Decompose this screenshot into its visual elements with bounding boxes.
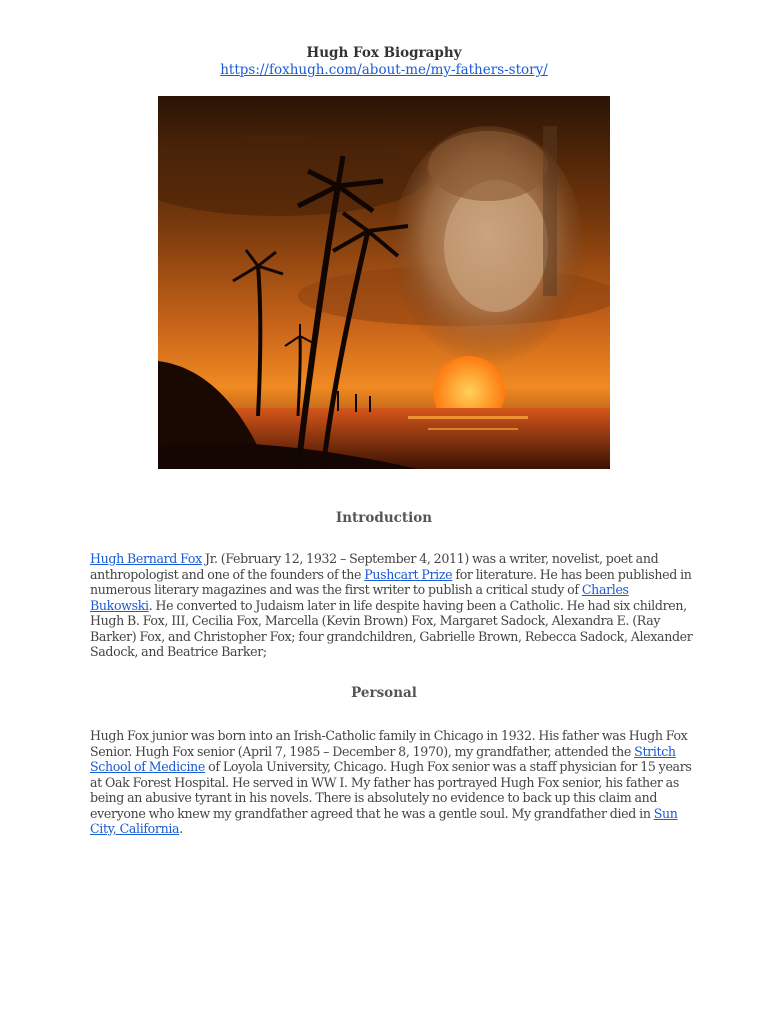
personal-line [90,790,682,806]
intro-text: Hugh B. Fox, III, Cecilia Fox, Marcella (Kevin Brown) Fox, Margaret Sadock, Alexandra E. (Ray [90,613,661,628]
source-link[interactable]: https://foxhugh.com/about-me/my-fathers-story/ [220,62,548,78]
sunset-portrait-image [158,96,610,469]
intro-link[interactable]: Pushcart Prize [364,566,453,582]
intro-link[interactable]: Bukowski [90,597,149,613]
intro-line [90,613,682,629]
personal-line [90,775,682,791]
intro-link[interactable]: Charles [581,582,629,597]
document-title: Hugh Fox Biography [306,45,462,61]
intro-text: Barker) Fox, and Christopher Fox; four grandchildren, Gabrielle Brown, Rebecca Sadock, Alexander [90,628,693,644]
intro-text: Jr. (February 12, 1932 – September 4, 2011) was a writer, novelist, poet and [201,551,659,566]
personal-line [90,744,682,760]
source-url[interactable] [0,62,768,78]
personal-text: of Loyola University, Chicago. Hugh Fox senior was a staff physician for 15 years [205,759,692,774]
personal-link[interactable]: City, California [90,821,180,836]
personal-line [90,728,688,744]
personal-line [90,806,682,822]
intro-line [90,551,682,567]
personal-text: being an abusive tyrant in his novels. There is absolutely no evidence to back up this claim and [90,790,658,805]
personal-line [90,821,682,837]
personal-text: at Oak Forest Hospital. He served in WW I. My father has portrayed Hugh Fox senior, his father as [90,774,679,790]
intro-text: anthropologist and one of the founders of the [90,566,365,582]
introduction-heading: Introduction [335,510,433,526]
personal-text: Hugh Fox junior was born into an Irish-Catholic family in Chicago in 1932. His father was Hugh Fox [90,728,688,743]
intro-text: for literature. He has been published in [452,566,692,582]
intro-line [90,566,692,583]
personal-link[interactable]: Stritch [634,743,676,759]
intro-link[interactable]: Hugh Bernard Fox [90,551,202,566]
intro-text: Sadock, and Beatrice Barker; [90,644,267,659]
introduction-paragraph [90,551,693,660]
personal-heading: Personal [351,685,417,701]
personal-text: . [179,821,183,836]
intro-line [90,597,687,614]
personal-link[interactable]: School of Medicine [90,759,206,774]
personal-link[interactable]: Sun [653,805,678,821]
intro-text: . He converted to Judaism later in life despite having been a Catholic. He had six children, [148,597,687,613]
personal-paragraph [90,728,692,837]
intro-text: numerous literary magazines and was the first writer to publish a critical study of [90,582,582,597]
intro-line [90,582,682,598]
personal-text: everyone who knew my grandfather agreed that he was a gentle soul. My grandfather died in [90,805,654,821]
personal-text: Senior. Hugh Fox senior (April 7, 1985 – December 8, 1970), my grandfather, attended the [90,743,635,759]
intro-line [90,628,693,645]
intro-line [90,644,682,660]
personal-line [90,759,692,775]
